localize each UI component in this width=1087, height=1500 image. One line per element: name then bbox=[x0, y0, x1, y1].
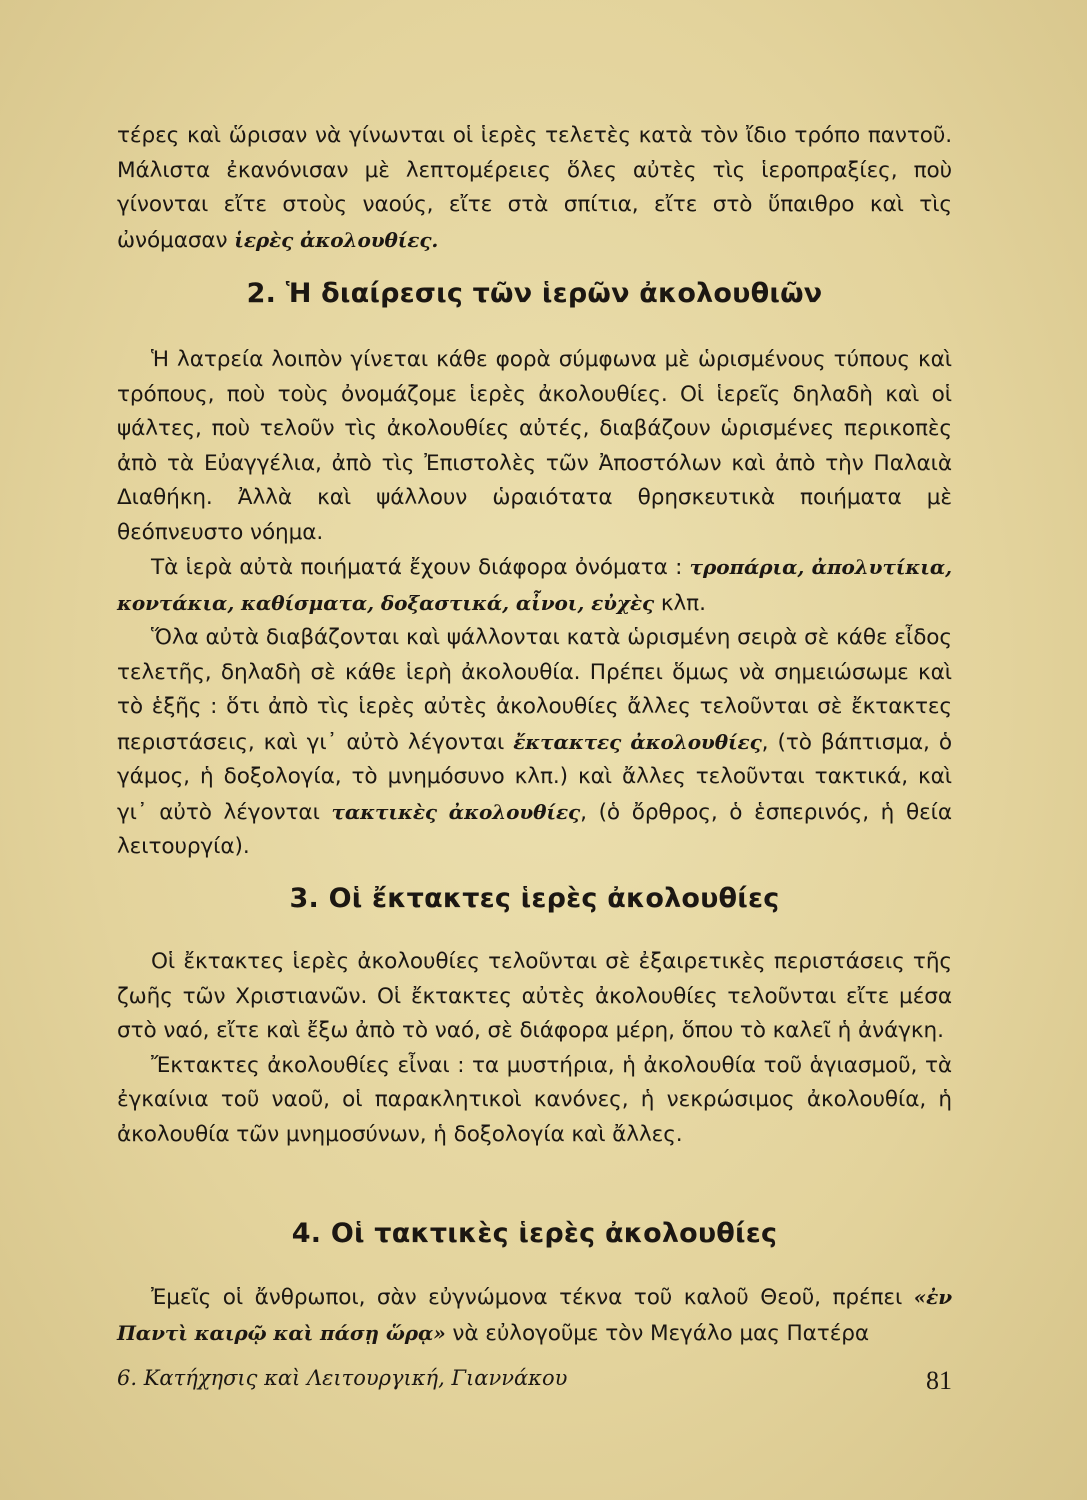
s4-start: Ἐμεῖς οἱ ἄνθρωποι, σὰν εὐγνώμονα τέκνα τοῦ καλοῦ Θεοῦ, πρέπει bbox=[151, 1285, 914, 1310]
section-2-paragraph-2 bbox=[117, 550, 952, 621]
s4-end: νὰ εὐλογοῦμε τὸν Μεγάλο μας Πατέρα bbox=[445, 1320, 870, 1346]
section-3-paragraph-2: Ἔκτακτες ἀκολουθίες εἶναι : τα μυστήρια, ἡ ἀκολουθία τοῦ ἁγιασμοῦ, τὰ ἐγκαίνια τοῦ ναοῦ, οἱ παρακλητικοὶ κανόνες, ἡ νεκρώσιμος ἀκολουθία, ἡ ἀκολουθία τῶν μνημοσύνων, ἡ δοξολογία καὶ ἄλλες. bbox=[117, 1052, 952, 1147]
s4-italic-quote: «ἐν Παντὶ καιρῷ καὶ πάσῃ ὥρᾳ» bbox=[117, 1285, 952, 1345]
section-2-heading: 2. Ἡ διαίρεσις τῶν ἱερῶν ἀκολουθιῶν bbox=[246, 278, 823, 309]
intro-italic-term: ἱερὲς ἀκολουθίες. bbox=[234, 227, 439, 252]
section-4-paragraph-1 bbox=[117, 1280, 952, 1351]
p2-end: κλπ. bbox=[654, 590, 706, 616]
p3-c: , (ὁ ὄρθρος, ὁ ἑσπερινός, ἡ θεία λειτουργία). bbox=[117, 799, 952, 859]
section-2-paragraph-3 bbox=[117, 621, 952, 865]
footer-book-title: 6. Κατήχησις καὶ Λειτουργική, Γιαννάκου bbox=[117, 1366, 568, 1390]
section-2-paragraph-1: Ἡ λατρεία λοιπὸν γίνεται κάθε φορὰ σύμφωνα μὲ ὡρισμένους τύπους καὶ τρόπους, ποὺ τοὺς ὀνομάζομε ἱερὲς ἀκολουθίες. Οἱ ἱερεῖς δηλαδὴ καὶ οἱ ψάλτες, ποὺ τελοῦν τὶς ἀκολουθίες αὐτές, διαβάζουν ὡρισμένες περικοπὲς ἀπὸ τὰ Εὐαγγέλια, ἀπὸ τὶς Ἐπιστολὲς τῶν Ἀποστόλων καὶ ἀπὸ τὴν Παλαιὰ Διαθήκη. Ἀλλὰ καὶ ψάλλουν ὡραιότατα θρησκευτικὰ ποιήματα μὲ θεόπνευστο νόημα. bbox=[117, 347, 952, 545]
p3-a: Ὅλα αὐτὰ διαβάζονται καὶ ψάλλονται κατὰ ὡρισμένη σειρὰ σὲ κάθε εἶδος τελετῆς, δηλαδὴ σὲ κάθε ἱερὴ ἀκολουθία. Πρέπει ὅμως νὰ σημειώσωμε καὶ τὸ ἑξῆς : ὅτι ἀπὸ τὶς ἱερὲς αὐτὲς ἀκολουθίες ἄλλες τελοῦνται σὲ ἔκτακτες περιστάσεις, καὶ γι᾿ αὐτὸ λέγονται bbox=[117, 625, 952, 755]
p3-italic-extraordinary: ἔκτακτες ἀκολουθίες bbox=[513, 729, 762, 754]
section-3-paragraph-1: Οἱ ἔκτακτες ἱερὲς ἀκολουθίες τελοῦνται σὲ ἐξαιρετικὲς περιστάσεις τῆς ζωῆς τῶν Χριστιανῶν. Οἱ ἔκτακτες αὐτὲς ἀκολουθίες τελοῦνται εἴτε μέσα στὸ ναό, εἴτε καὶ ἔξω ἀπὸ τὸ ναό, σὲ διάφορα μέρη, ὅπου τὸ καλεῖ ἡ ἀνάγκη. bbox=[117, 949, 952, 1043]
page-number: 81 bbox=[926, 1366, 952, 1395]
p2-start: Τὰ ἱερὰ αὐτὰ ποιήματά ἔχουν διάφορα ὀνόματα : bbox=[151, 555, 690, 580]
intro-paragraph bbox=[117, 119, 952, 258]
section-3-body bbox=[117, 945, 952, 1152]
p3-italic-regular: τακτικὲς ἀκολουθίες bbox=[331, 799, 581, 824]
section-3-heading: 3. Οἱ ἔκτακτες ἱερὲς ἀκολουθίες bbox=[289, 883, 780, 914]
p2-italic-list: τροπάρια, ἀπολυτίκια, κοντάκια, καθίσματα, δοξαστικά, αἶνοι, εὐχὲς bbox=[117, 555, 952, 615]
page-footer bbox=[117, 1366, 952, 1406]
section-2-body bbox=[117, 343, 952, 865]
section-4-heading: 4. Οἱ τακτικὲς ἱερὲς ἀκολουθίες bbox=[291, 1218, 778, 1249]
intro-text: τέρες καὶ ὥρισαν νὰ γίνωνται οἱ ἱερὲς τελετὲς κατὰ τὸν ἴδιο τρόπο παντοῦ. Μάλιστα ἐκανόνισαν μὲ λεπτομέρειες ὅλες αὐτὲς τὶς ἱεροπραξίες, ποὺ γίνονται εἴτε στοὺς ναούς, εἴτε στὰ σπίτια, εἴτε στὸ ὕπαιθρο καὶ τὶς ὠνόμασαν bbox=[117, 123, 952, 253]
p3-b: , (τὸ βάπτισμα, ὁ γάμος, ἡ δοξολογία, τὸ μνημόσυνο κλπ.) καὶ ἄλλες τελοῦνται τακτικά, καὶ γι᾿ αὐτὸ λέγονται bbox=[117, 729, 952, 825]
section-4-body bbox=[117, 1280, 952, 1351]
intro-paragraph-block bbox=[117, 119, 952, 258]
